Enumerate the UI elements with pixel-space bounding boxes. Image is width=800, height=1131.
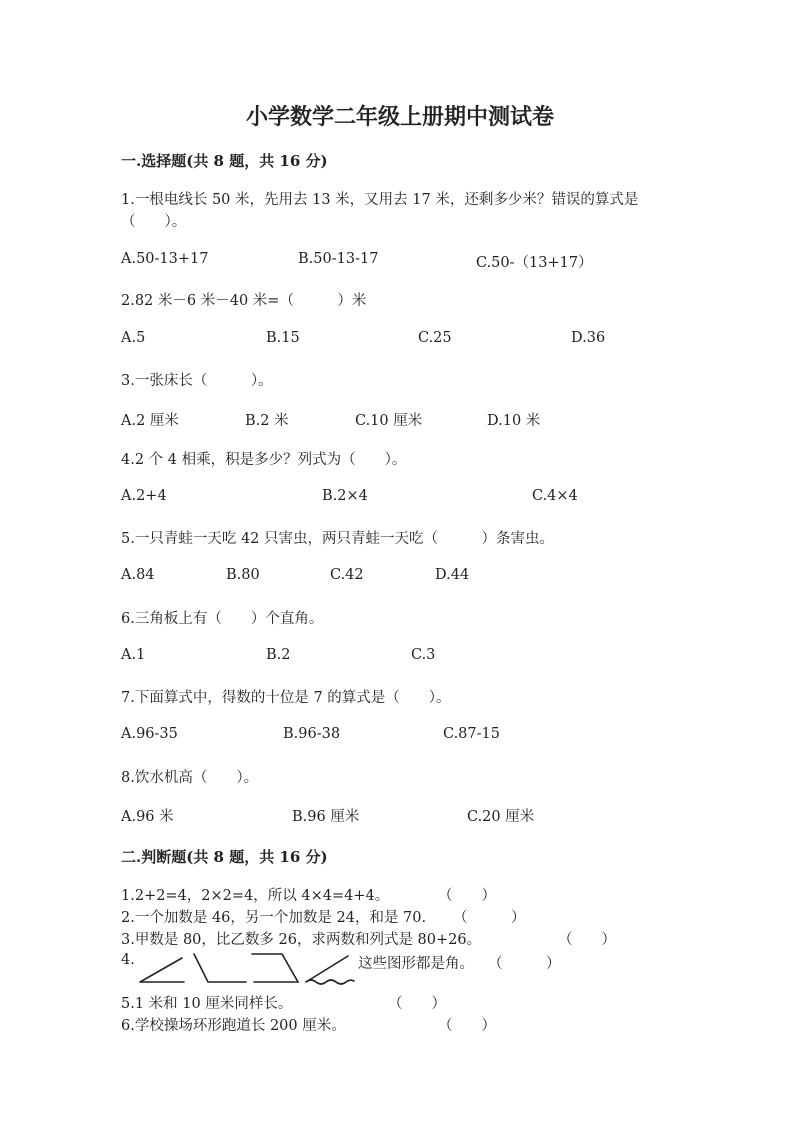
q6-option-c[interactable]: C.3 (411, 647, 436, 663)
section1-heading: 一.选择题(共 8 题，共 16 分) (121, 152, 328, 170)
q7-option-a[interactable]: A.96-35 (121, 726, 178, 742)
q6-option-b[interactable]: B.2 (266, 647, 291, 663)
question-1-line2: （ ）。 (121, 214, 187, 230)
judge-1-blank[interactable]: （ ） (438, 888, 496, 904)
q2-option-c[interactable]: C.25 (418, 330, 452, 346)
figure-angle-1 (140, 958, 184, 982)
question-4: 4.2 个 4 相乘，积是多少？列式为（ ）。 (121, 452, 407, 468)
q1-option-b[interactable]: B.50-13-17 (298, 251, 379, 267)
judge-6: 6.学校操场环形跑道长 200 厘米。 (121, 1018, 346, 1034)
judge-3-blank[interactable]: （ ） (558, 932, 616, 948)
judge-5: 5.1 米和 10 厘米同样长。 (121, 996, 293, 1012)
figure-shape-3 (252, 954, 298, 982)
judge-6-blank[interactable]: （ ） (438, 1018, 496, 1034)
q3-option-d[interactable]: D.10 米 (487, 413, 541, 429)
judge-4: 4. (121, 952, 135, 968)
q7-option-b[interactable]: B.96-38 (283, 726, 341, 742)
q8-option-b[interactable]: B.96 厘米 (292, 809, 360, 825)
q5-option-b[interactable]: B.80 (226, 567, 260, 583)
question-5: 5.一只青蛙一天吃 42 只害虫，两只青蛙一天吃（ ）条害虫。 (121, 531, 555, 547)
judge-5-blank[interactable]: （ ） (388, 996, 446, 1012)
q8-option-a[interactable]: A.96 米 (121, 809, 174, 825)
judge-3: 3.甲数是 80，比乙数多 26，求两数和列式是 80+26。 (121, 932, 482, 948)
judge-4-text: 这些图形都是角。 (358, 956, 474, 972)
q3-option-a[interactable]: A.2 厘米 (121, 413, 179, 429)
q4-option-b[interactable]: B.2×4 (322, 488, 368, 504)
q2-option-b[interactable]: B.15 (266, 330, 300, 346)
figure-shape-4 (306, 956, 354, 984)
judge-2-blank[interactable]: （ ） (453, 910, 526, 926)
page-title: 小学数学二年级上册期中测试卷 (245, 104, 554, 130)
judge-2: 2.一个加数是 46，另一个加数是 24，和是 70. (121, 910, 427, 926)
q3-option-c[interactable]: C.10 厘米 (355, 413, 423, 429)
judge-4-blank[interactable]: （ ） (488, 956, 561, 972)
question-1: 1.一根电线长 50 米，先用去 13 米，又用去 17 米，还剩多少米？错误的算式是 (121, 192, 639, 208)
figure-angle-2 (194, 954, 246, 982)
q2-option-d[interactable]: D.36 (571, 330, 606, 346)
question-3: 3.一张床长（ ）。 (121, 373, 273, 389)
q5-option-a[interactable]: A.84 (121, 567, 155, 583)
question-7: 7.下面算式中，得数的十位是 7 的算式是（ ）。 (121, 690, 451, 706)
q5-option-c[interactable]: C.42 (330, 567, 364, 583)
q8-option-c[interactable]: C.20 厘米 (467, 809, 535, 825)
section2-heading: 二.判断题(共 8 题，共 16 分) (121, 848, 328, 866)
question-6: 6.三角板上有（ ）个直角。 (121, 611, 324, 627)
q1-option-c[interactable]: C.50-（13+17） (476, 255, 593, 271)
q6-option-a[interactable]: A.1 (121, 647, 146, 663)
question-8: 8.饮水机高（ ）。 (121, 770, 259, 786)
angle-figures (138, 950, 358, 990)
q3-option-b[interactable]: B.2 米 (245, 413, 289, 429)
q7-option-c[interactable]: C.87-15 (443, 726, 500, 742)
q5-option-d[interactable]: D.44 (435, 567, 470, 583)
q1-option-a[interactable]: A.50-13+17 (121, 251, 209, 267)
question-2: 2.82 米－6 米－40 米=（ ）米 (121, 293, 367, 309)
judge-1: 1.2+2=4，2×2=4，所以 4×4=4+4。 (121, 888, 390, 904)
q4-option-a[interactable]: A.2+4 (121, 488, 167, 504)
q4-option-c[interactable]: C.4×4 (532, 488, 578, 504)
q2-option-a[interactable]: A.5 (121, 330, 146, 346)
